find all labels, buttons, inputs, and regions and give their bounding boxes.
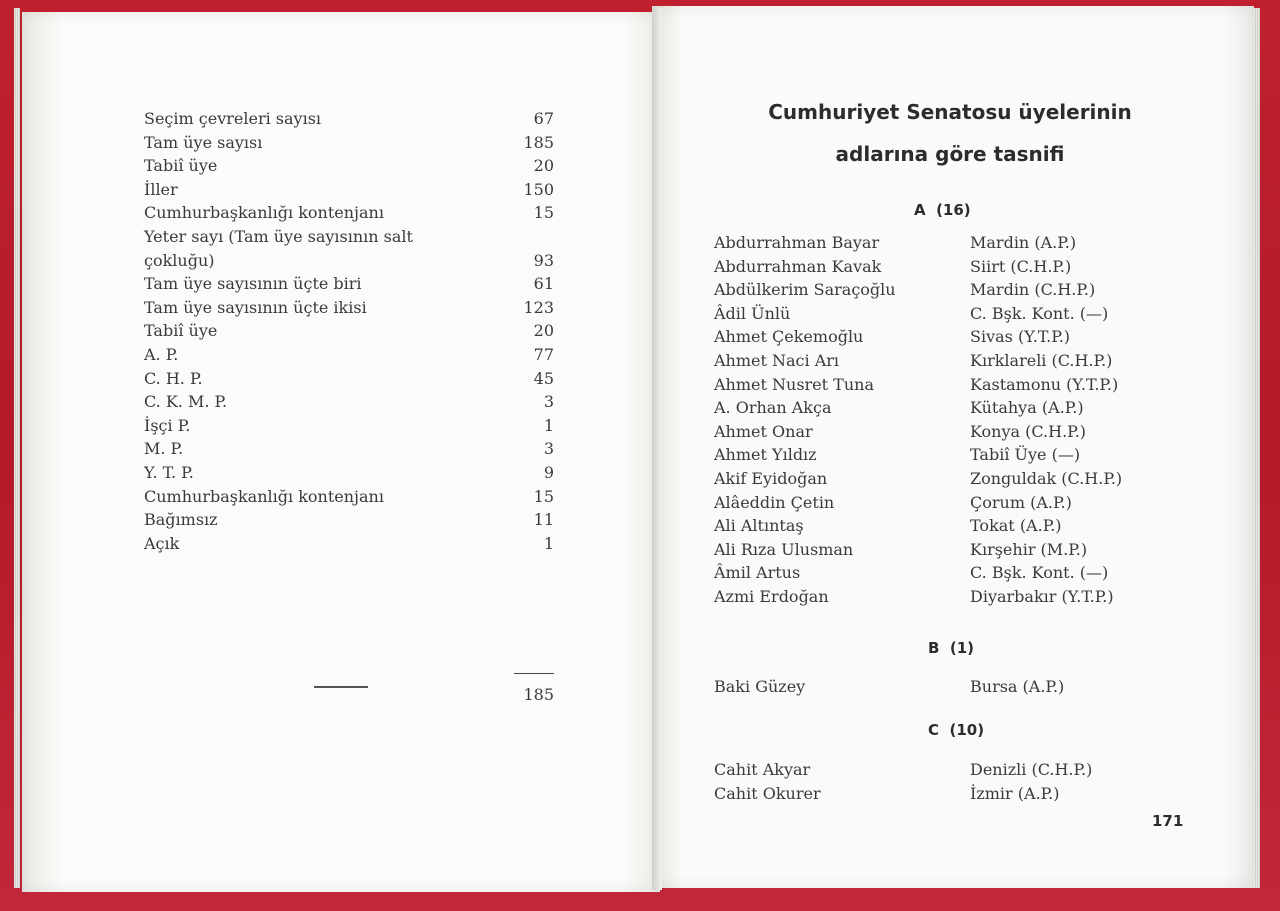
end-dash [314, 686, 368, 688]
stat-row [144, 225, 554, 249]
stat-row [144, 154, 554, 178]
section-count: (1) [949, 639, 975, 657]
stat-row [144, 343, 554, 367]
stat-row [144, 319, 554, 343]
stat-value: 185 [523, 132, 554, 152]
stat-value: 150 [523, 179, 554, 199]
stat-label: Y. T. P. [144, 462, 194, 482]
member-name: Cahit Akyar [714, 760, 811, 779]
section-count: (16) [936, 201, 971, 219]
page-title-line-2: adlarına göre tasnifi [835, 142, 1065, 166]
stat-label: Açık [144, 533, 180, 553]
section-heading-a [914, 201, 971, 219]
stat-row [144, 485, 554, 509]
stat-label: Yeter sayı (Tam üye sayısının salt [144, 226, 413, 246]
stat-row [144, 272, 554, 296]
member-name: Ali Altıntaş [714, 516, 804, 536]
stat-value: 15 [533, 203, 554, 223]
stat-value: 45 [533, 368, 554, 388]
member-province-party: Kırklareli (C.H.P.) [970, 351, 1113, 370]
page-number: 171 [1152, 812, 1184, 830]
stat-row [144, 461, 554, 485]
member-name: Âmil Artus [714, 563, 801, 583]
member-province-party: Kırşehir (M.P.) [970, 539, 1088, 559]
member-name: Abdülkerim Saraçoğlu [714, 280, 896, 300]
stat-row [144, 367, 554, 391]
stat-label: Tam üye sayısının üçte biri [144, 274, 362, 294]
stat-value: 61 [533, 274, 554, 294]
stat-label: Bağımsız [144, 510, 218, 530]
member-province-party: Mardin (C.H.P.) [970, 280, 1096, 300]
total-rule [514, 673, 554, 674]
member-province-party: Kütahya (A.P.) [970, 398, 1084, 418]
stat-label: Seçim çevreleri sayısı [144, 109, 322, 128]
member-province-party: Zonguldak (C.H.P.) [970, 469, 1123, 488]
senate-statistics-list [144, 107, 554, 704]
member-name: Azmi Erdoğan [714, 587, 829, 606]
member-province-party: Tokat (A.P.) [970, 516, 1062, 536]
stat-row [144, 249, 554, 273]
stat-value: 15 [533, 486, 554, 506]
stat-label: M. P. [144, 439, 184, 459]
stat-row [144, 131, 554, 155]
stat-label: İller [144, 179, 178, 199]
member-province-party: Tabiî Üye (—) [970, 445, 1081, 465]
page-edge-left [14, 8, 20, 888]
member-name: Âdil Ünlü [714, 303, 791, 323]
stat-row [144, 201, 554, 225]
section-heading-c [928, 721, 984, 739]
page-edge-right [1254, 8, 1260, 888]
member-province-party: Bursa (A.P.) [970, 677, 1065, 696]
member-name: Akif Eyidoğan [714, 469, 828, 488]
stat-value: 9 [543, 462, 554, 482]
member-province-party: Diyarbakır (Y.T.P.) [970, 587, 1114, 606]
member-province-party: Mardin (A.P.) [970, 233, 1077, 252]
stat-value: 20 [533, 321, 554, 341]
member-name: Ahmet Çekemoğlu [714, 327, 864, 347]
stat-value: 11 [533, 510, 554, 530]
stat-row [144, 178, 554, 202]
member-name: Baki Güzey [714, 677, 806, 696]
stat-row [144, 296, 554, 320]
stat-row [144, 390, 554, 414]
stat-value: 123 [523, 297, 554, 317]
member-province-party: C. Bşk. Kont. (—) [970, 303, 1109, 323]
member-name: Ali Rıza Ulusman [714, 539, 854, 559]
book-gutter [652, 8, 662, 890]
member-name: Cahit Okurer [714, 784, 821, 803]
stat-label: çokluğu) [144, 250, 215, 270]
member-province-party: Konya (C.H.P.) [970, 421, 1087, 441]
stat-total: 185 [523, 685, 554, 704]
stat-row [144, 437, 554, 461]
section-letter: B [928, 639, 940, 657]
stat-value: 3 [543, 392, 554, 412]
member-province-party: Sivas (Y.T.P.) [970, 327, 1071, 347]
stat-label: Cumhurbaşkanlığı kontenjanı [144, 203, 384, 223]
page-title-line-1: Cumhuriyet Senatosu üyelerinin [768, 100, 1132, 124]
member-province-party: Siirt (C.H.P.) [970, 256, 1072, 276]
section-heading-b [928, 639, 974, 657]
member-name: Abdurrahman Bayar [714, 233, 880, 252]
stat-row [144, 508, 554, 532]
member-name: Ahmet Nusret Tuna [714, 374, 874, 394]
stat-value: 1 [543, 415, 554, 435]
section-letter: C [928, 721, 940, 739]
member-name: A. Orhan Akça [714, 398, 832, 418]
member-province-party: Çorum (A.P.) [970, 492, 1072, 512]
section-letter: A [914, 201, 926, 219]
stat-value: 3 [543, 439, 554, 459]
member-name: Ahmet Onar [714, 421, 813, 441]
stat-value: 93 [533, 250, 554, 270]
stat-label: Tam üye sayısının üçte ikisi [144, 297, 367, 317]
member-name: Ahmet Yıldız [714, 445, 817, 465]
stat-value: 1 [543, 533, 554, 553]
member-province-party: Denizli (C.H.P.) [970, 760, 1093, 779]
member-province-party: C. Bşk. Kont. (—) [970, 563, 1109, 583]
member-name: Abdurrahman Kavak [714, 256, 882, 276]
stat-label: Tam üye sayısı [144, 132, 263, 152]
stat-label: C. K. M. P. [144, 392, 228, 412]
stat-row [144, 107, 554, 131]
stat-label: Cumhurbaşkanlığı kontenjanı [144, 486, 384, 506]
stat-label: Tabiî üye [144, 156, 218, 176]
stat-label: Tabiî üye [144, 321, 218, 341]
member-province-party: İzmir (A.P.) [970, 784, 1060, 803]
stat-row [144, 532, 554, 556]
stat-label: C. H. P. [144, 368, 203, 388]
stat-value: 20 [533, 156, 554, 176]
stat-label: İşçi P. [144, 415, 191, 435]
stat-row [144, 414, 554, 438]
member-name: Ahmet Naci Arı [714, 351, 840, 370]
stat-label: A. P. [144, 344, 179, 364]
member-name: Alâeddin Çetin [714, 492, 835, 512]
member-province-party: Kastamonu (Y.T.P.) [970, 374, 1119, 394]
stat-value: 67 [533, 109, 554, 128]
section-count: (10) [949, 721, 985, 739]
stat-value: 77 [533, 344, 554, 364]
